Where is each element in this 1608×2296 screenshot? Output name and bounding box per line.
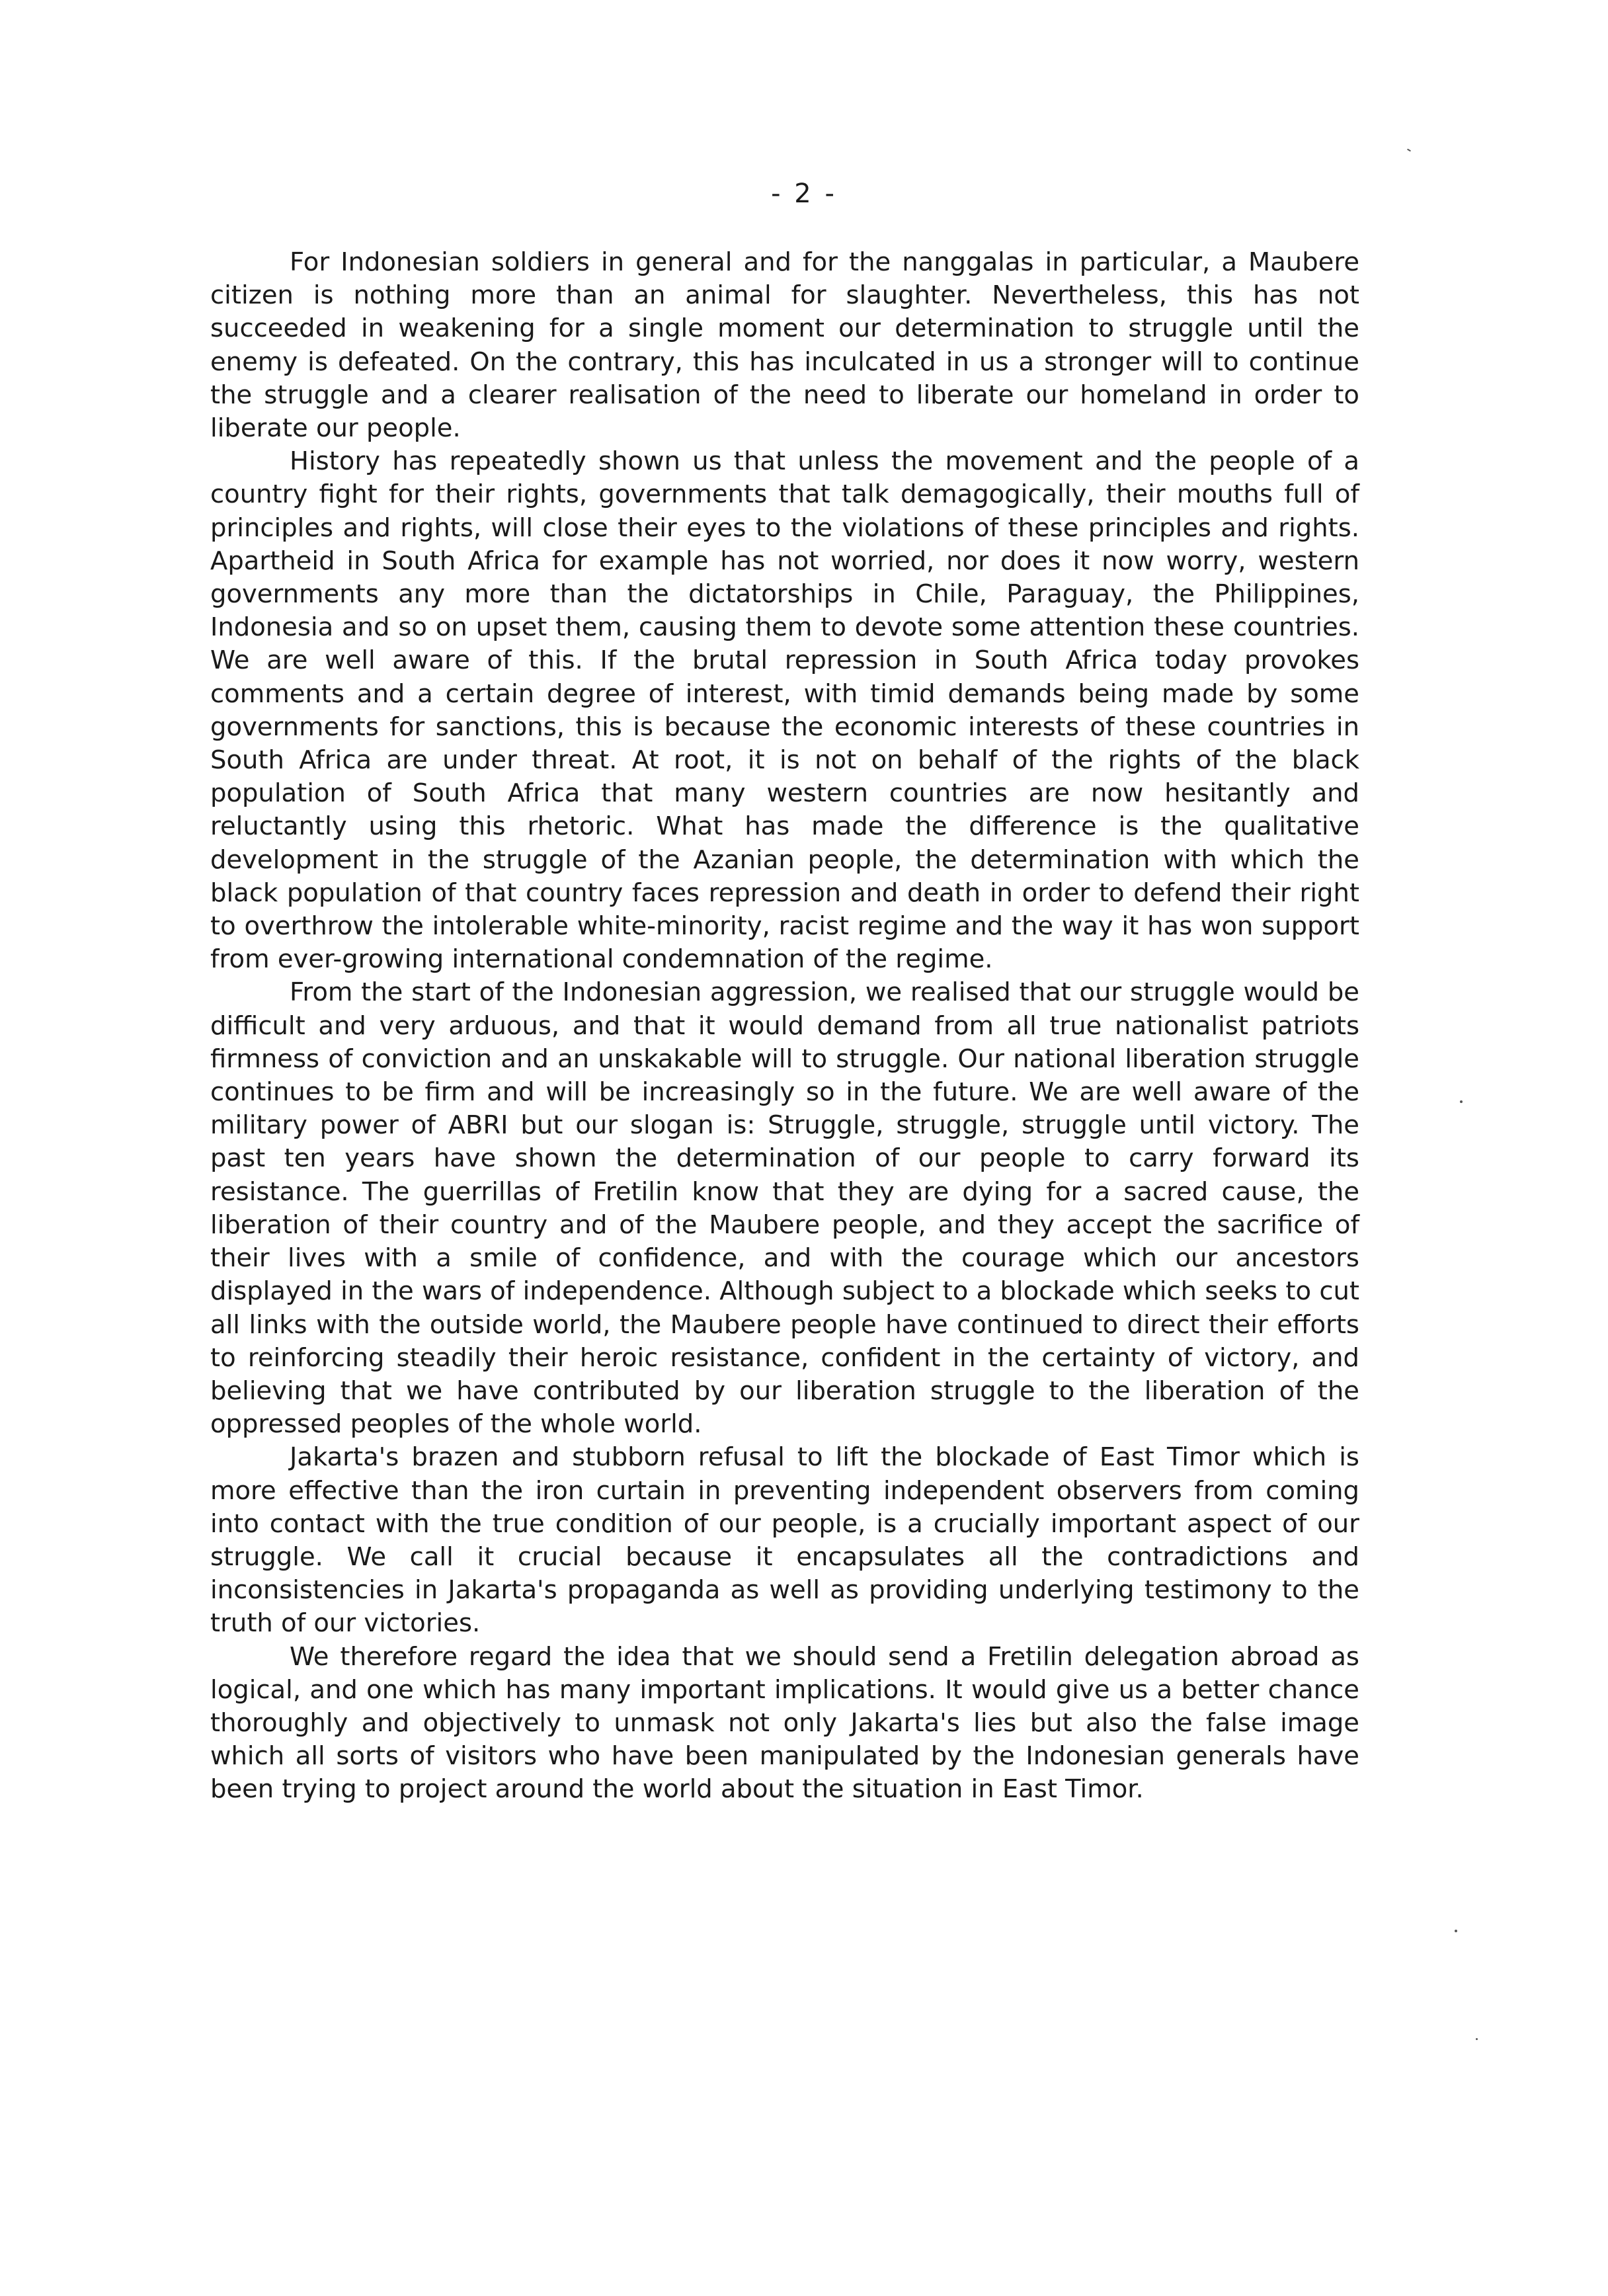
paragraph: For Indonesian soldiers in general and for the nanggalas in particular, a Maubere citizen is nothing more than an animal for slaughter. Nevertheless, this has not succeeded in weakening for a single moment our determination to struggle until the enemy is defeated. On the contrary, this has inculcated in us a stronger will to continue the struggle and a clearer realisation of the need to liberate our homeland in order to liberate our people. [210, 247, 1359, 444]
page-number: - 2 - [771, 179, 837, 209]
scan-speck [1476, 2038, 1478, 2040]
body-text [210, 246, 1359, 1807]
scan-speck [1455, 1930, 1457, 1932]
scan-speck [1407, 149, 1411, 152]
scan-speck [1460, 1100, 1463, 1103]
paragraph: History has repeatedly shown us that unless the movement and the people of a country fight for their rights, governments that talk demagogically, their mouths full of principles and rights, will close their eyes to the violations of these principles and rights. Apartheid in South Africa for example has not worried, nor does it now worry, western governments any more than the dictatorships in Chile, Paraguay, the Philippines, Indonesia and so on upset them, causing them to devote some attention these countries. We are well aware of this. If the brutal repression in South Africa today provokes comments and a certain degree of interest, with timid demands being made by some governments for sanctions, this is because the economic interests of these countries in South Africa are under threat. At root, it is not on behalf of the rights of the black population of South Africa that many western countries are now hesitantly and reluctantly using this rhetoric. What has made the difference is the qualitative development in the struggle of the Azanian people, the determination with which the black population of that country faces repression and death in order to defend their right to overthrow the intolerable white-minority, racist regime and the way it has won support from ever-growing international condemnation of the regime. [210, 446, 1359, 975]
paragraph: Jakarta's brazen and stubborn refusal to lift the blockade of East Timor which is more effective than the iron curtain in preventing independent observers from coming into contact with the true condition of our people, is a crucially important aspect of our struggle. We call it crucial because it encapsulates all the contradictions and inconsistencies in Jakarta's propaganda as well as providing underlying testimony to the truth of our victories. [210, 1442, 1359, 1639]
paragraph: From the start of the Indonesian aggression, we realised that our struggle would be difficult and very arduous, and that it would demand from all true nationalist patriots firmness of conviction and an unskakable will to struggle. Our national liberation struggle continues to be firm and will be increasingly so in the future. We are well aware of the military power of ABRI but our slogan is: Struggle, struggle, struggle until victory. The past ten years have shown the determination of our people to carry forward its resistance. The guerrillas of Fretilin know that they are dying for a sacred cause, the liberation of their country and of the Maubere people, and they accept the sacrifice of their lives with a smile of confidence, and with the courage which our ancestors displayed in the wars of independence. Although subject to a blockade which seeks to cut all links with the outside world, the Maubere people have continued to direct their efforts to reinforcing steadily their heroic resistance, confident in the certainty of victory, and believing that we have contributed by our liberation struggle to the liberation of the oppressed peoples of the whole world. [210, 977, 1359, 1440]
paragraph: We therefore regard the idea that we should send a Fretilin delegation abroad as logical, and one which has many important implications. It would give us a better chance thoroughly and objectively to unmask not only Jakarta's lies but also the false image which all sorts of visitors who have been manipulated by the Indonesian generals have been trying to project around the world about the situation in East Timor. [210, 1641, 1359, 1805]
